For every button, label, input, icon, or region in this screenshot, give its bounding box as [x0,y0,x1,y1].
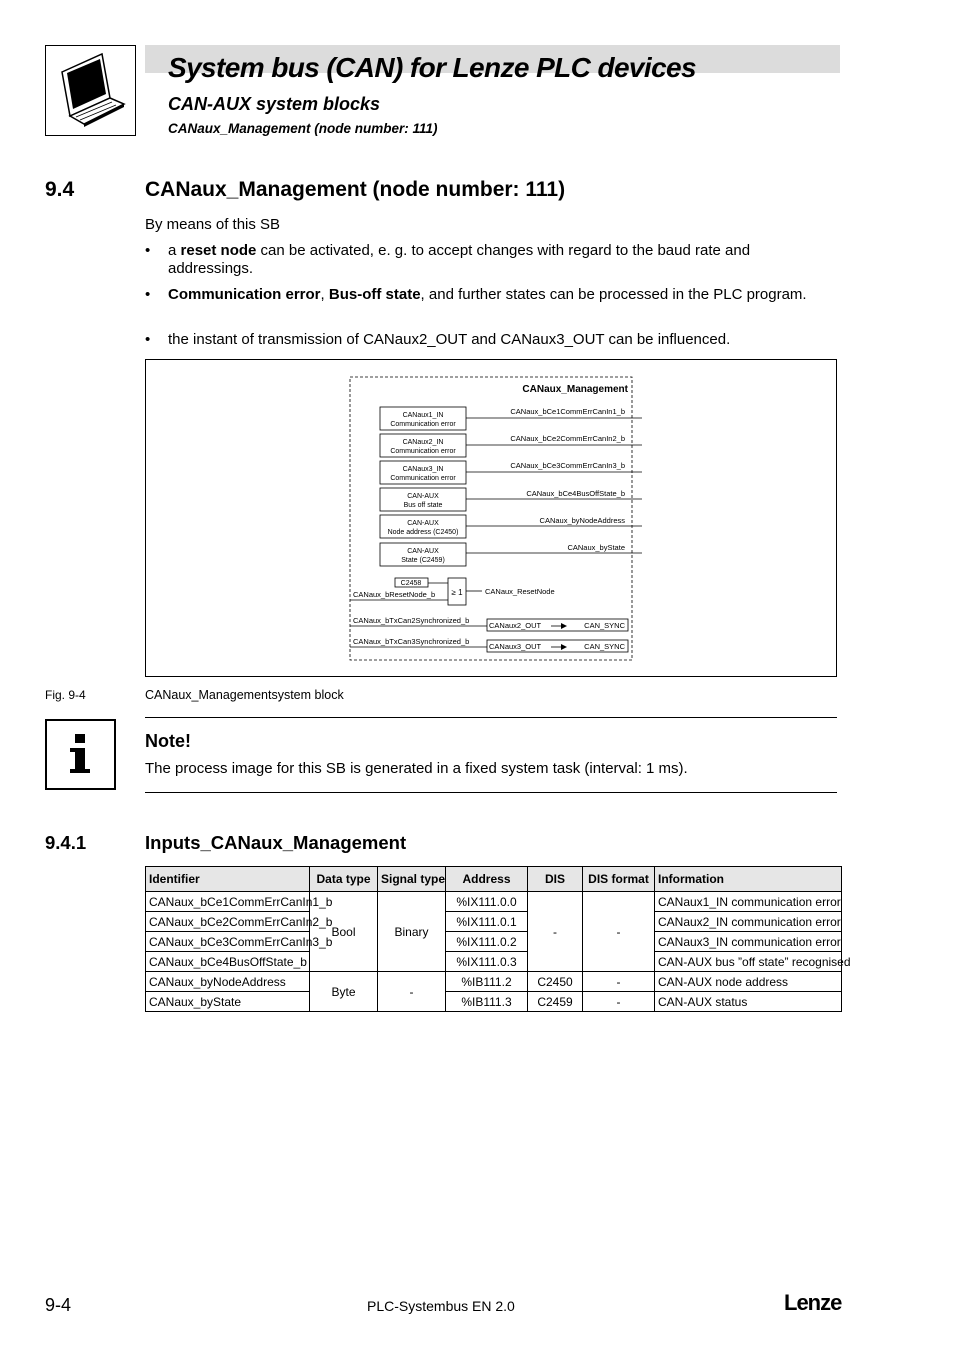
dis-cell: C2459 [528,992,583,1012]
section-number: 9.4 [45,178,75,201]
address-cell: %IX111.0.0 [446,892,528,912]
identifier-cell: CANaux_bCe2CommErrCanIn2_b [146,912,310,932]
signal-type-cell: - [378,972,446,1012]
svg-text:Communication error: Communication error [390,448,456,455]
page-title: System bus (CAN) for Lenze PLC devices [168,52,696,83]
column-header: Data type [310,867,378,892]
dis-format-cell: - [583,892,655,972]
column-header: Address [446,867,528,892]
svg-text:CANaux3_IN: CANaux3_IN [402,466,444,473]
svg-text:Communication error: Communication error [390,475,456,482]
info-icon [45,719,116,790]
address-cell: %IX111.0.1 [446,912,528,932]
note-text: The process image for this SB is generated in a fixed system task (interval: 1 ms). [145,760,688,777]
data-type-cell: Bool [310,892,378,972]
output-label: CANaux_byNodeAddress [539,516,625,525]
section-subtitle: CANaux_Management (node number: 111) [168,121,438,136]
identifier-cell: CANaux_byNodeAddress [146,972,310,992]
identifier-cell: CANaux_bCe3CommErrCanIn3_b [146,932,310,952]
information-cell: CAN-AUX node address [655,972,842,992]
table-header-row [146,867,842,892]
bullet-item: • a reset node can be activated, e. g. to accept changes with regard to the baud rate and addressings. [145,242,751,277]
column-header: Signal type [378,867,446,892]
data-type-cell: Byte [310,972,378,1012]
svg-text:Bus off state: Bus off state [403,502,443,509]
svg-text:≥ 1: ≥ 1 [451,588,463,597]
table-row [146,912,842,932]
identifier-cell: CANaux_bCe4BusOffState_b [146,952,310,972]
block-title: CANaux_Management [522,384,628,395]
svg-text:CAN-AUX: CAN-AUX [407,548,439,555]
input-block [380,461,642,484]
output-label: CANaux_bCe2CommErrCanIn2_b [510,434,625,443]
table-row [146,932,842,952]
document-id: PLC-Systembus EN 2.0 [367,1298,515,1314]
note-title: Note! [145,731,191,751]
laptop-icon [45,45,136,136]
divider [145,792,837,793]
bullet-item: • Communication error, Bus-off state, and further states can be processed in the PLC program. [145,286,807,303]
svg-text:CAN-AUX: CAN-AUX [407,493,439,500]
divider [145,717,837,718]
column-header: Information [655,867,842,892]
output-label: CANaux_bCe1CommErrCanIn1_b [510,407,625,416]
input-block [380,434,642,457]
section-title: CANaux_Management (node number: 111) [145,178,566,201]
information-cell: CANaux1_IN communication error [655,892,842,912]
sync-input-label: CANaux_bTxCan2Synchronized_b [353,616,470,625]
sync-input-label: CANaux_bTxCan3Synchronized_b [353,637,470,646]
information-cell: CAN-AUX bus ”off state” recognised [655,952,842,972]
svg-text:Node address (C2450): Node address (C2450) [387,529,459,536]
system-block-diagram [145,359,837,677]
dis-cell: - [528,892,583,972]
information-cell: CANaux3_IN communication error [655,932,842,952]
intro-text: By means of this SB [145,216,281,233]
table-row [146,992,842,1012]
bullet-item: • the instant of transmission of CANaux2_OUT and CANaux3_OUT can be influenced. [145,331,731,348]
dis-cell: C2450 [528,972,583,992]
svg-text:CANaux1_IN: CANaux1_IN [402,412,444,419]
column-header: DIS [528,867,583,892]
information-cell: CANaux2_IN communication error [655,912,842,932]
svg-text:CANaux3_OUT: CANaux3_OUT [489,642,542,651]
table-row [146,952,842,972]
dis-format-cell: - [583,992,655,1012]
table-row [146,972,842,992]
identifier-cell: CANaux_byState [146,992,310,1012]
reset-output-label: CANaux_ResetNode [485,587,555,596]
bullet-icon: • [145,286,151,303]
subsection-number: 9.4.1 [45,832,87,853]
figure-caption: CANaux_Managementsystem block [145,688,344,702]
svg-text:CAN_SYNC: CAN_SYNC [584,621,625,630]
address-cell: %IB111.2 [446,972,528,992]
svg-text:CANaux2_OUT: CANaux2_OUT [489,621,542,630]
reset-input-label: CANaux_bResetNode_b [353,590,436,599]
information-cell: CAN-AUX status [655,992,842,1012]
svg-text:C2458: C2458 [400,580,422,587]
output-label: CANaux_byState [567,543,625,552]
identifier-cell: CANaux_bCe1CommErrCanIn1_b [146,892,310,912]
output-label: CANaux_bCe3CommErrCanIn3_b [510,461,625,470]
address-cell: %IB111.3 [446,992,528,1012]
svg-text:CAN-AUX: CAN-AUX [407,520,439,527]
page-number: 9-4 [45,1295,72,1315]
input-block [380,488,642,511]
inputs-table [145,866,851,1012]
figure-caption-number: Fig. 9-4 [45,688,86,702]
chapter-subtitle: CAN-AUX system blocks [168,94,381,114]
subsection-title: Inputs_CANaux_Management [145,832,407,853]
output-label: CANaux_bCe4BusOffState_b [526,489,625,498]
column-header: Identifier [146,867,310,892]
svg-text:CAN_SYNC: CAN_SYNC [584,642,625,651]
column-header: DIS format [583,867,655,892]
bullet-icon: • [145,331,151,348]
dis-format-cell: - [583,972,655,992]
svg-text:CANaux2_IN: CANaux2_IN [402,439,444,446]
bullet-icon: • [145,242,151,259]
signal-type-cell: Binary [378,892,446,972]
address-cell: %IX111.0.3 [446,952,528,972]
input-block [380,515,642,538]
svg-text:Communication error: Communication error [390,421,456,428]
lenze-logo: Lenze [784,1290,842,1315]
table-row [146,892,842,912]
input-block [380,407,642,430]
address-cell: %IX111.0.2 [446,932,528,952]
svg-text:State (C2459): State (C2459) [401,557,445,564]
input-block [380,543,642,566]
